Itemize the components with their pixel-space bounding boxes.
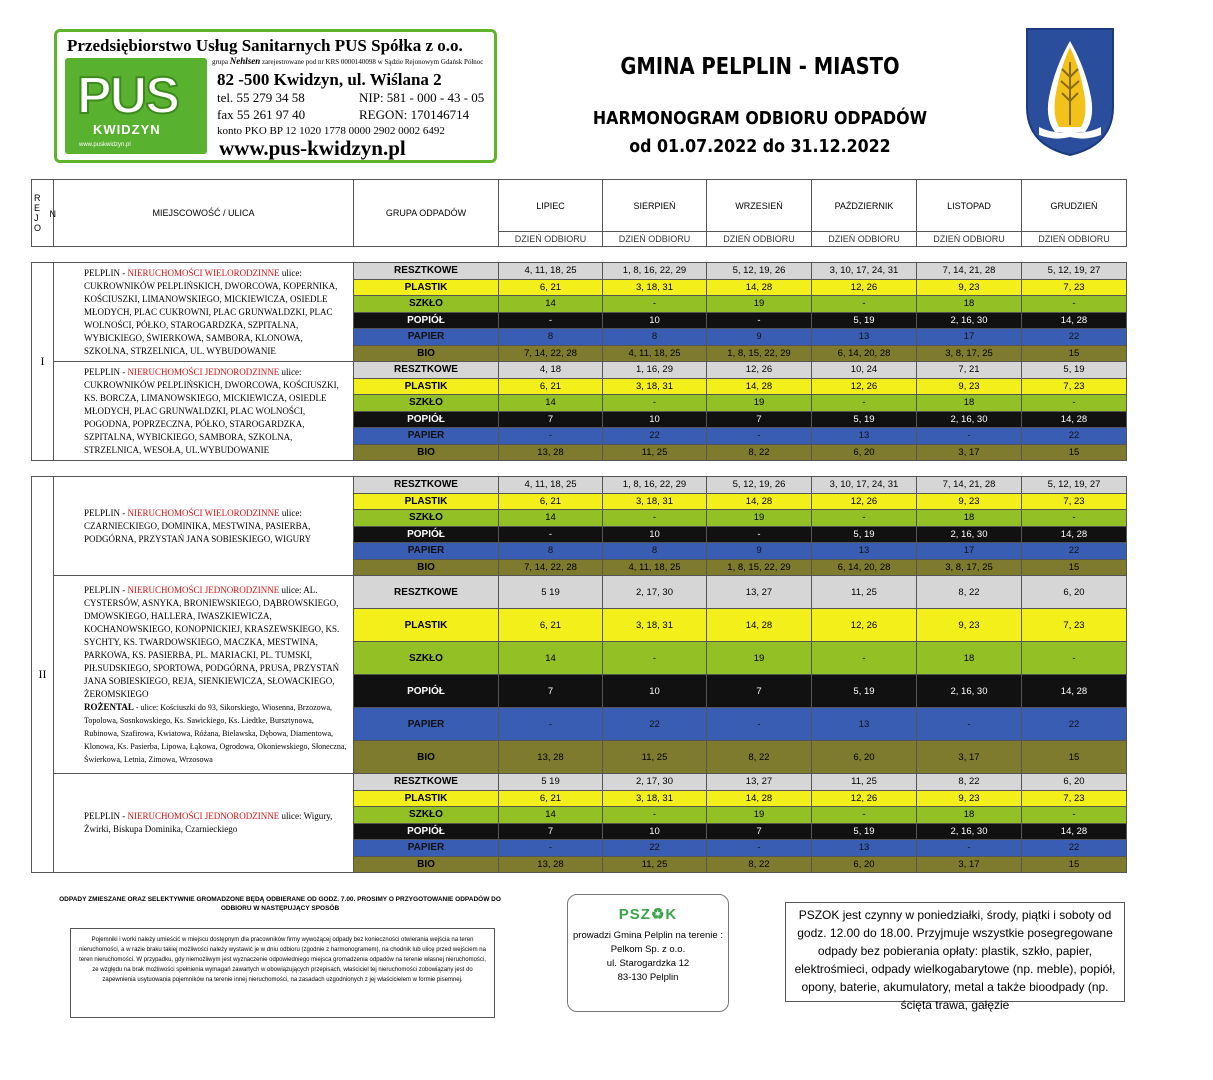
pickup-days: -	[499, 526, 603, 543]
pickup-days: 13	[812, 708, 917, 741]
pickup-days: 18	[917, 510, 1022, 527]
pickup-days: 10	[603, 823, 707, 840]
location-header: MIEJSCOWOŚĆ / ULICA	[54, 180, 354, 247]
pickup-days: 5 19	[499, 774, 603, 791]
location-prefix: PELPLIN -	[84, 584, 128, 595]
pickup-days: 13	[812, 840, 917, 857]
waste-group: BIO	[354, 444, 499, 461]
pickup-days: 3, 18, 31	[603, 378, 707, 395]
location-prefix: PELPLIN -	[84, 267, 128, 278]
pickup-days: 19	[707, 642, 812, 675]
pickup-days: 18	[917, 395, 1022, 412]
pickup-note-body: Pojemniki i worki należy umieścić w miejscu dostępnym dla pracowników firmy wywożącej odpady bez konieczności otwierania wejścia na teren nieruchomości, a w razie braku takiej możliwości należy wystawić je w dniu odbioru (zgodnie z harmonogramem), na chodnik lub ulicę przed wejściem na teren nieruchomości. W przypadku, gdy niemożliwym jest wyznaczenie odpowiedniego miejsca gromadzenia odpadów na terenie własnej nieruchomości, ze względu na brak możliwości spełnienia wymagań zawartych w obowiązujących przepisach, właściciel tej nieruchomości zobowiązany jest do zapewnienia usytuowania pojemników na terenie innej nieruchomości, na zasadach uzgodnionych z jej właścicielem w formie pisemnej.	[70, 928, 495, 1018]
pickup-days: 11, 25	[603, 741, 707, 774]
location-streets	[54, 477, 354, 576]
pickup-days: 4, 11, 18, 25	[499, 263, 603, 280]
pickup-days: 6, 14, 20, 28	[812, 345, 917, 362]
month-header: LIPIEC	[499, 180, 603, 232]
pickup-days: 5, 12, 19, 27	[1022, 263, 1127, 280]
pickup-days: 11, 25	[603, 856, 707, 873]
pickup-days: 9	[707, 329, 812, 346]
street-list: ulice: CUKROWNIKÓW PELPLIŃSKICH, DWORCOWA, KOŚCIUSZKI, KS. BORCZA, LIMANOWSKIEGO, MICKIEWICZA, OSIEDLE MŁODYCH, PLAC GRUNWALDZKI, PLAC WOLNOŚCI, POGODNA, POPRZECZNA, PÓŁKO, STAROGARDZKA, SZPITALNA, WYBICKIEGO, SAMBORA, SZKOLNA, STRZELNICA, WESOŁA, UL.WYBUDOWANIE	[84, 366, 339, 455]
location-streets	[54, 263, 354, 362]
pickup-days: 8, 22	[707, 741, 812, 774]
waste-group: PAPIER	[354, 840, 499, 857]
pickup-days: 22	[1022, 840, 1127, 857]
pickup-days: 14, 28	[707, 609, 812, 642]
pickup-days: 1, 8, 16, 22, 29	[603, 263, 707, 280]
pickup-days: 5, 19	[812, 823, 917, 840]
pickup-days: 5, 19	[812, 312, 917, 329]
waste-group: SZKŁO	[354, 807, 499, 824]
month-header: GRUDZIEŃ	[1022, 180, 1127, 232]
pickup-days: 1, 8, 15, 22, 29	[707, 345, 812, 362]
pickup-days: -	[707, 840, 812, 857]
pickup-days: 9, 23	[917, 279, 1022, 296]
rejon-n: N	[49, 209, 57, 219]
property-type: NIERUCHOMOŚCI WIELORODZINNE	[127, 507, 280, 518]
street-list: ulice: CUKROWNIKÓW PELPLIŃSKICH, DWORCOWA, KOPERNIKA, KOŚCIUSZKI, LIMANOWSKIEGO, MICKIEWICZA, OSIEDLE MŁODYCH, PLAC CUKROWNI, PLAC GRUNWALDZKI, PLAC WOLNOŚCI, PÓŁKO, STAROGARDZKA, SZPITALNA, WYBICKIEGO, ŚWIERKOWA, SAMBORA, KLONOWA, SZKOLNA, STRZELNICA, UL. WYBUDOWANIE	[84, 267, 338, 356]
pickup-days: -	[812, 296, 917, 313]
pickup-days: 7	[707, 675, 812, 708]
pickup-days: 10	[603, 312, 707, 329]
pickup-days: 9, 23	[917, 790, 1022, 807]
month-header: PAŹDZIERNIK	[812, 180, 917, 232]
waste-group: POPIÓŁ	[354, 312, 499, 329]
pickup-days: 6, 20	[812, 856, 917, 873]
pickup-days: -	[707, 526, 812, 543]
pickup-days: -	[812, 395, 917, 412]
pickup-days: -	[917, 428, 1022, 445]
pickup-note-title: ODPADY ZMIESZANE ORAZ SELEKTYWNIE GROMADZONE BĘDĄ ODBIERANE OD GODZ. 7.00. PROSIMY O PRZYGOTOWANIE ODPADÓW DO ODBIORU W NASTĘPUJĄCY SPOSÓB	[59, 896, 501, 912]
waste-group: BIO	[354, 856, 499, 873]
waste-group: RESZTKOWE	[354, 362, 499, 379]
pickup-days: 11, 25	[812, 774, 917, 791]
pickup-days: 6, 20	[1022, 774, 1127, 791]
pickup-days: 14, 28	[1022, 823, 1127, 840]
page-title: GMINA PELPLIN - MIASTO	[620, 54, 900, 80]
pickup-days: 14, 28	[1022, 312, 1127, 329]
pickup-days: 8	[603, 543, 707, 560]
waste-group: RESZTKOWE	[354, 477, 499, 494]
pickup-days: 18	[917, 807, 1022, 824]
waste-group: BIO	[354, 741, 499, 774]
pickup-days: -	[1022, 395, 1127, 412]
pus-logo-url: www.puskwidzyn.pl	[79, 142, 131, 148]
pickup-day-subheader: DZIEŃ ODBIORU	[917, 232, 1022, 247]
company-name: Przedsiębiorstwo Usług Sanitarnych PUS Spółka z o.o.	[67, 36, 463, 55]
pickup-days: 13, 28	[499, 741, 603, 774]
pickup-days: -	[499, 312, 603, 329]
schedule-table-rejon-2	[31, 476, 1127, 873]
pickup-days: -	[917, 840, 1022, 857]
pickup-days: -	[1022, 510, 1127, 527]
pickup-day-subheader: DZIEŃ ODBIORU	[499, 232, 603, 247]
pickup-days: 12, 26	[812, 609, 917, 642]
pickup-days: 22	[603, 708, 707, 741]
waste-group: POPIÓŁ	[354, 823, 499, 840]
pickup-days: -	[603, 510, 707, 527]
pickup-days: 8	[499, 543, 603, 560]
pickup-days: 6, 21	[499, 493, 603, 510]
pickup-days: -	[707, 312, 812, 329]
pickup-days: 10	[603, 675, 707, 708]
rejon-header	[32, 180, 57, 247]
group-nehlsen: Nehlsen	[229, 56, 261, 66]
pickup-days: 17	[917, 329, 1022, 346]
pickup-days: 15	[1022, 444, 1127, 461]
pickup-days: 4, 11, 18, 25	[603, 559, 707, 576]
pickup-days: -	[603, 807, 707, 824]
pickup-days: 6, 20	[1022, 576, 1127, 609]
pickup-days: 3, 8, 17, 25	[917, 345, 1022, 362]
schedule-title: HARMONOGRAM ODBIORU ODPADÓW	[592, 108, 928, 129]
pickup-days: 15	[1022, 345, 1127, 362]
waste-group: PLASTIK	[354, 790, 499, 807]
group-header: GRUPA ODPADÓW	[354, 180, 499, 247]
waste-group: PAPIER	[354, 329, 499, 346]
pickup-days: 10	[603, 411, 707, 428]
pszok-line: ul. Starogardzka 12	[606, 958, 690, 969]
pus-logo	[65, 58, 207, 154]
pickup-days: 13, 27	[707, 576, 812, 609]
pickup-days: 7, 14, 22, 28	[499, 559, 603, 576]
group-prefix: grupa	[212, 58, 228, 66]
pickup-days: 5, 12, 19, 26	[707, 477, 812, 494]
pickup-days: 7	[499, 411, 603, 428]
pickup-days: 18	[917, 642, 1022, 675]
pickup-days: 13, 28	[499, 444, 603, 461]
pickup-days: 7	[499, 823, 603, 840]
pickup-days: 7, 23	[1022, 609, 1127, 642]
pickup-days: 7, 21	[917, 362, 1022, 379]
waste-group: POPIÓŁ	[354, 411, 499, 428]
pickup-days: 15	[1022, 559, 1127, 576]
pickup-days: 3, 8, 17, 25	[917, 559, 1022, 576]
pickup-days: 3, 18, 31	[603, 493, 707, 510]
pszok-info: PSZOK jest czynny w poniedziałki, środy, piątki i soboty od godz. 12.00 do 18.00. Przyjmuje wszystkie posegregowane odpady bez pobierania opłaty: plastik, szkło, papier, elektrośmieci, odpady wielkogabarytowe (np. meble), popiół, opony, baterie, akumulatory, metal a także bioodpady (np. ścięta trawa, gałęzie	[785, 902, 1125, 1002]
street-list: ulice: CZARNIECKIEGO, DOMINIKA, MESTWINA, PASIERBA, PODGÓRNA, PRZYSTAŃ JANA SOBIESKIEGO, WIGURY	[84, 507, 312, 544]
property-type: NIERUCHOMOŚCI JEDNORODZINNE	[127, 584, 280, 595]
location-prefix: PELPLIN -	[84, 366, 128, 377]
pickup-days: 2, 16, 30	[917, 411, 1022, 428]
pickup-days: 6, 20	[812, 741, 917, 774]
company-nip: NIP: 581 - 000 - 43 - 05	[359, 90, 485, 105]
location-prefix: PELPLIN -	[84, 811, 128, 821]
pszok-box	[567, 894, 729, 1012]
pickup-days: 12, 26	[812, 790, 917, 807]
company-logo-box	[54, 29, 497, 163]
pickup-days: -	[812, 642, 917, 675]
pickup-days: 13	[812, 543, 917, 560]
pickup-days: 3, 17	[917, 444, 1022, 461]
pickup-days: 4, 11, 18, 25	[499, 477, 603, 494]
pickup-days: 3, 18, 31	[603, 609, 707, 642]
pickup-days: 13	[812, 329, 917, 346]
pickup-days: 5, 19	[812, 675, 917, 708]
pickup-days: 12, 26	[812, 378, 917, 395]
pickup-days: 14, 28	[1022, 411, 1127, 428]
pickup-days: 19	[707, 510, 812, 527]
pszok-logo: PSZ♻K	[618, 906, 678, 923]
village-name: ROŻENTAL	[84, 701, 134, 712]
pickup-days: 6, 21	[499, 609, 603, 642]
schedule-row-resztkowe	[32, 263, 1127, 280]
pickup-days: 1, 16, 29	[603, 362, 707, 379]
pickup-days: 22	[1022, 428, 1127, 445]
waste-group: PLASTIK	[354, 493, 499, 510]
pickup-days: 13, 27	[707, 774, 812, 791]
pus-logo-letters: PUS	[77, 67, 178, 125]
pickup-days: 5, 19	[812, 526, 917, 543]
pickup-days: -	[499, 840, 603, 857]
pickup-days: -	[812, 510, 917, 527]
pickup-days: 7	[707, 823, 812, 840]
pickup-days: 5 19	[499, 576, 603, 609]
pickup-days: 22	[1022, 708, 1127, 741]
pickup-days: 7, 23	[1022, 790, 1127, 807]
pickup-days: 17	[917, 543, 1022, 560]
pickup-days: 5, 19	[1022, 362, 1127, 379]
waste-group: SZKŁO	[354, 642, 499, 675]
pickup-days: 14, 28	[1022, 526, 1127, 543]
pickup-days: 2, 16, 30	[917, 526, 1022, 543]
month-header: WRZESIEŃ	[707, 180, 812, 232]
pickup-days: 3, 10, 17, 24, 31	[812, 477, 917, 494]
schedule-period: od 01.07.2022 do 31.12.2022	[629, 136, 891, 157]
pickup-days: -	[707, 708, 812, 741]
company-bank-account: konto PKO BP 12 1020 1778 0000 2902 0002 6492	[217, 125, 445, 137]
pickup-days: -	[603, 642, 707, 675]
pszok-line: 83-130 Pelplin	[617, 972, 679, 983]
pickup-days: 6, 20	[812, 444, 917, 461]
pickup-days: 13, 28	[499, 856, 603, 873]
pickup-days: 15	[1022, 856, 1127, 873]
pickup-day-subheader: DZIEŃ ODBIORU	[1022, 232, 1127, 247]
krs-line: zarejestrowane pod nr KRS 0000140098 w Sądzie Rejonowym Gdańsk Północ	[261, 58, 484, 66]
waste-group: PLASTIK	[354, 609, 499, 642]
pickup-days: 2, 17, 30	[603, 576, 707, 609]
waste-group: BIO	[354, 559, 499, 576]
pickup-days: 6, 21	[499, 279, 603, 296]
pickup-days: -	[499, 428, 603, 445]
pickup-days: 5, 12, 19, 27	[1022, 477, 1127, 494]
pickup-days: 7, 23	[1022, 279, 1127, 296]
pickup-days: 4, 18	[499, 362, 603, 379]
pickup-days: -	[917, 708, 1022, 741]
pickup-days: 7, 14, 21, 28	[917, 477, 1022, 494]
pickup-days: 12, 26	[812, 493, 917, 510]
rejon-number: II	[32, 477, 54, 873]
waste-group: POPIÓŁ	[354, 526, 499, 543]
waste-group: PAPIER	[354, 543, 499, 560]
waste-group: SZKŁO	[354, 296, 499, 313]
pickup-days: 5, 19	[812, 411, 917, 428]
pickup-days: -	[1022, 807, 1127, 824]
pickup-day-subheader: DZIEŃ ODBIORU	[603, 232, 707, 247]
waste-group: SZKŁO	[354, 510, 499, 527]
pszok-line: prowadzi Gmina Pelplin na terenie :	[573, 930, 723, 941]
pickup-days: 7, 14, 21, 28	[917, 263, 1022, 280]
pickup-days: 9, 23	[917, 378, 1022, 395]
pickup-days: 14, 28	[1022, 675, 1127, 708]
pickup-days: 19	[707, 395, 812, 412]
waste-group: RESZTKOWE	[354, 576, 499, 609]
pickup-days: 3, 10, 17, 24, 31	[812, 263, 917, 280]
pickup-day-subheader: DZIEŃ ODBIORU	[812, 232, 917, 247]
schedule-header-table	[31, 179, 1127, 247]
pickup-days: -	[603, 395, 707, 412]
pszok-line: Pelkom Sp. z o.o.	[610, 944, 686, 955]
pickup-days: -	[707, 428, 812, 445]
pickup-days: 6, 14, 20, 28	[812, 559, 917, 576]
pickup-days: 14	[499, 296, 603, 313]
pickup-days: 12, 26	[812, 279, 917, 296]
pickup-days: 3, 17	[917, 856, 1022, 873]
waste-group: PLASTIK	[354, 279, 499, 296]
waste-group: BIO	[354, 345, 499, 362]
pickup-days: 22	[603, 840, 707, 857]
pickup-days: 3, 18, 31	[603, 790, 707, 807]
waste-group: RESZTKOWE	[354, 774, 499, 791]
pickup-days: 8, 22	[707, 444, 812, 461]
property-type: NIERUCHOMOŚCI JEDNORODZINNE	[127, 366, 280, 377]
pickup-days: 14, 28	[707, 493, 812, 510]
pickup-days: 7, 23	[1022, 378, 1127, 395]
property-type: NIERUCHOMOŚCI WIELORODZINNE	[127, 267, 280, 278]
property-type: NIERUCHOMOŚCI JEDNORODZINNE	[127, 811, 280, 821]
pickup-days: 13	[812, 428, 917, 445]
pickup-days: 7, 23	[1022, 493, 1127, 510]
pickup-days: 10	[603, 526, 707, 543]
pickup-days: 7, 14, 22, 28	[499, 345, 603, 362]
rejon-letters: R E J O	[34, 193, 42, 233]
pickup-days: 22	[1022, 543, 1127, 560]
company-website: www.pus-kwidzyn.pl	[219, 136, 406, 160]
pickup-days: 8, 22	[917, 774, 1022, 791]
pickup-days: 1, 8, 16, 22, 29	[603, 477, 707, 494]
pickup-days: 14, 28	[707, 279, 812, 296]
pickup-days: 7	[707, 411, 812, 428]
pickup-days: 22	[1022, 329, 1127, 346]
waste-group: PAPIER	[354, 428, 499, 445]
pickup-days: 2, 16, 30	[917, 823, 1022, 840]
pickup-days: 2, 16, 30	[917, 312, 1022, 329]
waste-group: SZKŁO	[354, 395, 499, 412]
location-streets	[54, 774, 354, 873]
pickup-days: 2, 16, 30	[917, 675, 1022, 708]
pickup-days: 5, 12, 19, 26	[707, 263, 812, 280]
pickup-days: -	[1022, 296, 1127, 313]
pickup-days: 19	[707, 807, 812, 824]
pickup-days: -	[812, 807, 917, 824]
pickup-days: 22	[603, 428, 707, 445]
waste-group: RESZTKOWE	[354, 263, 499, 280]
month-header: LISTOPAD	[917, 180, 1022, 232]
pickup-days: -	[499, 708, 603, 741]
company-tel: tel. 55 279 34 58	[217, 90, 305, 105]
pickup-days: -	[603, 296, 707, 313]
location-streets	[54, 362, 354, 461]
company-address: 82 -500 Kwidzyn, ul. Wiślana 2	[217, 70, 442, 89]
group-line	[212, 56, 483, 66]
pickup-day-subheader: DZIEŃ ODBIORU	[707, 232, 812, 247]
village-streets: - ulice: Kościuszki do 93, Sikorskiego, Wiosenna, Brzozowa, Topolowa, Sosnkowskiego, Ks. Sawickiego, Ks. Liedtke, Bursztynowa, Rubinowa, Szafirowa, Kwiatowa, Różana, Bielawska, Dębowa, Diamentowa, Klonowa, Ks. Pasierba, Lipowa, Łąkowa, Ogrodowa, Okoniewskiego, Słoneczna, Świerkowa, Letnia, Zimowa, Wrzosowa	[84, 702, 347, 764]
pickup-days: 9	[707, 543, 812, 560]
pickup-days: 1, 8, 15, 22, 29	[707, 559, 812, 576]
schedule-row-resztkowe	[32, 362, 1127, 379]
schedule-row-resztkowe	[32, 576, 1127, 609]
pickup-days: 3, 18, 31	[603, 279, 707, 296]
location-streets	[54, 576, 354, 774]
pickup-days: 14, 28	[707, 378, 812, 395]
pickup-days: 14	[499, 807, 603, 824]
pickup-days: 14, 28	[707, 790, 812, 807]
pickup-days: 12, 26	[707, 362, 812, 379]
waste-group: POPIÓŁ	[354, 675, 499, 708]
schedule-row-resztkowe	[32, 477, 1127, 494]
schedule-row-resztkowe	[32, 774, 1127, 791]
pickup-days: 4, 11, 18, 25	[603, 345, 707, 362]
pickup-days: 6, 21	[499, 378, 603, 395]
pickup-days: 9, 23	[917, 493, 1022, 510]
pickup-days: 14	[499, 642, 603, 675]
rejon-number: I	[32, 263, 54, 461]
waste-group: PLASTIK	[354, 378, 499, 395]
pickup-days: 7	[499, 675, 603, 708]
pickup-days: 10, 24	[812, 362, 917, 379]
street-list: ulice: Wigury, Żwirki, Biskupa Dominika, Czarnieckiego	[84, 811, 333, 834]
pickup-days: -	[1022, 642, 1127, 675]
pickup-days: 8, 22	[917, 576, 1022, 609]
company-fax: fax 55 261 97 40	[217, 107, 306, 122]
street-list: ulice: AL. CYSTERSÓW, ASNYKA, BRONIEWSKIEGO, DĄBROWSKIEGO, DMOWSKIEGO, HALLERA, IWASZKIEWICZA, KOCHANOWSKIEGO, KONOPNICKIEJ, KRASZEWSKIEGO, KS. SYCHTY, KS. TWARDOWSKIEGO, MACZKA, MESTWINA, PARKOWA, KS. PASIERBA, PL. MARIACKI, PL. TUMSKI, PIŁSUDSKIEGO, SPORTOWA, PODGÓRNA, PRUSA, PRZYSTAŃ JANA SOBIESKIEGO, REJA, SIENKIEWICZA, SŁOWACKIEGO, ŻEROMSKIEGO	[84, 584, 340, 699]
company-regon: REGON: 170146714	[359, 107, 470, 122]
pickup-days: 15	[1022, 741, 1127, 774]
location-prefix: PELPLIN -	[84, 507, 128, 518]
pickup-days: 9, 23	[917, 609, 1022, 642]
coat-of-arms-icon	[1025, 27, 1115, 157]
pus-logo-city: KWIDZYN	[93, 122, 161, 137]
pickup-days: 8	[499, 329, 603, 346]
pickup-days: 18	[917, 296, 1022, 313]
pickup-days: 3, 17	[917, 741, 1022, 774]
waste-group: PAPIER	[354, 708, 499, 741]
pickup-days: 14	[499, 395, 603, 412]
schedule-table-rejon-1	[31, 262, 1127, 461]
pickup-days: 14	[499, 510, 603, 527]
month-header: SIERPIEŃ	[603, 180, 707, 232]
pickup-days: 6, 21	[499, 790, 603, 807]
pickup-days: 19	[707, 296, 812, 313]
pickup-days: 8	[603, 329, 707, 346]
pickup-days: 2, 17, 30	[603, 774, 707, 791]
pickup-days: 8, 22	[707, 856, 812, 873]
pickup-days: 11, 25	[603, 444, 707, 461]
pickup-days: 11, 25	[812, 576, 917, 609]
